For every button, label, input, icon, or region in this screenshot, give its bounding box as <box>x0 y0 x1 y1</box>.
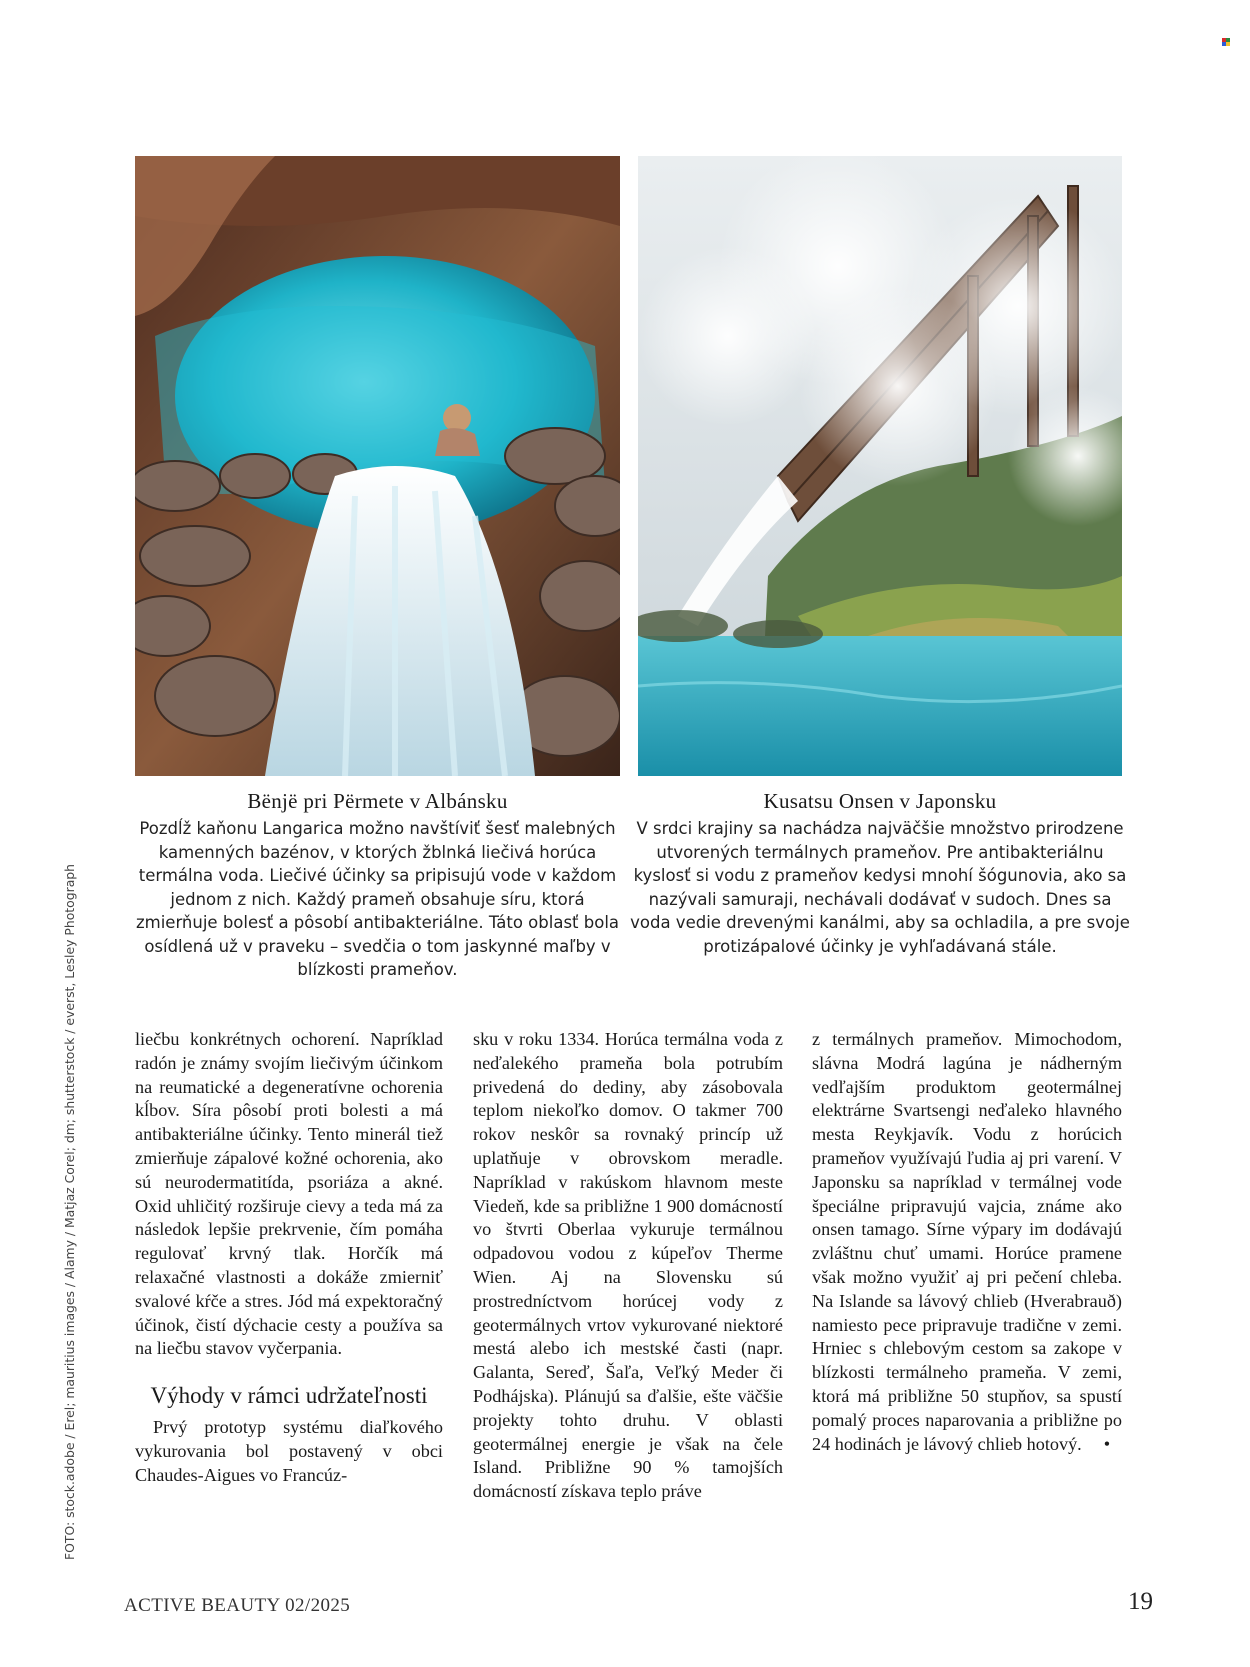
paragraph: Prvý prototyp systému diaľkového vykurovania bol postavený v obci Chaudes-Aigues vo Francúz- <box>135 1417 443 1485</box>
photo-caption-albania <box>135 789 620 982</box>
article-column-1 <box>135 1028 443 1488</box>
photo-albania-hot-spring <box>135 156 620 776</box>
magazine-logo-mark <box>1222 33 1230 41</box>
caption-title: Kusatsu Onsen v Japonsku <box>763 789 997 813</box>
photo-caption-japan <box>628 789 1132 958</box>
paragraph: liečbu konkrétnych ochorení. Napríklad radón je známy svojím liečivým účinkom na reumatické a degeneratívne ochorenia kĺbov. Síra pôsobí proti bolesti a má antibakteriálne účinky. Tento minerál tiež zmierňuje zápalové kožné ochorenia, ako sú neurodermatitída, psoriáza a akné. Oxid uhličitý rozširuje cievy a teda má za následok lepšie prekrvenie, čím pomáha regulovať krvný tlak. Horčík má relaxačné vlastnosti a dokáže zmierniť svalové kŕče a stres. Jód má expektoračný účinok, čistí dýchacie cesty a používa sa na liečbu stavov vyčerpania. <box>135 1029 443 1359</box>
article-column-2 <box>473 1028 783 1504</box>
photo-credits: FOTO: stock.adobe / Erel; mauritius images / Alamy / Matjaz Corel; dm; shutterstock / everst, Lesley Photograph <box>62 863 77 1560</box>
caption-body: V srdci krajiny sa nachádza najväčšie množstvo prirodzene utvorených termálnych prameňov. Pre antibakteriálnu kyslosť si vodu z prameňov kedysi mnohí šógunovia, ako sa nazývali samuraji, nechávali dodávať v sudoch. Dnes sa voda vedie drevenými kanálmi, aby sa ochladila, a pre svoje protizápalové účinky je vyhľadávaná stále. <box>630 819 1130 956</box>
paragraph: z termálnych prameňov. Mimochodom, slávna Modrá lagúna je nádherným vedľajším produktom geotermálnej elektrárne Svartsengi neďaleko hlavného mesta Reykjavík. Vodu z horúcich prameňov využívajú ľudia aj pri varení. V Japonsku sa napríklad v termálnej vode špeciálne pripravujú vajcia, známe ako onsen tamago. Sírne výpary im dodávajú zvláštnu chuť umami. Horúce pramene však možno využiť aj pri pečení chleba. Na Islande sa lávový chlieb (Hverabrauð) namiesto pece pripravuje tradične v zemi. Hrniec s chlebovým cestom sa zakope v blízkosti termálneho prameňa. V zemi, ktorá má približne 50 stupňov, sa spustí pomalý proces naparovania a približne po 24 hodinách je lávový chlieb hotový. <box>812 1029 1122 1454</box>
end-of-article-mark: • <box>1103 1433 1111 1454</box>
footer-magazine-issue: ACTIVE BEAUTY 02/2025 <box>124 1595 351 1616</box>
paragraph: sku v roku 1334. Horúca termálna voda z neďalekého prameňa bola potrubím privedená do dediny, aby zásobovala teplom niekoľko domov. O takmer 700 rokov neskôr sa rovnaký princíp už uplatňuje v obrovskom meradle. Napríklad v rakúskom hlavnom meste Viedeň, kde sa približne 1 900 domácností vo štvrti Oberlaa vykuruje termálnou odpadovou vodou z kúpeľov Therme Wien. Aj na Slovensku sú prostredníctvom horúcej vody z geotermálnych vrtov vykurované niektoré mestá alebo ich mestské časti (napr. Galanta, Sereď, Šaľa, Veľký Meder či Podhájska). Plánujú sa ďalšie, ešte väčšie projekty tohto druhu. V oblasti geotermálnej energie je však na čele Island. Približne 90 % tamojších domácností získava teplo práve <box>473 1029 783 1502</box>
section-subheading: Výhody v rámci udržateľnosti <box>150 1383 428 1409</box>
caption-body: Pozdĺž kaňonu Langarica možno navštíviť šesť malebných kamenných bazénov, v ktorých žblnká liečivá horúca termálna voda. Liečivé účinky sa pripisujú vode v každom jednom z nich. Každý prameň obsahuje síru, ktorá zmierňuje bolesť a pôsobí antibakteriálne. Táto oblasť bola osídlená už v praveku – svedčia o tom jaskynné maľby v blízkosti prameňov. <box>135 819 620 979</box>
caption-title: Bënjë pri Përmete v Albánsku <box>247 789 508 813</box>
page-number: 19 <box>1128 1588 1153 1615</box>
photo-japan-kusatsu-onsen <box>638 156 1122 776</box>
article-column-3 <box>812 1028 1122 1456</box>
